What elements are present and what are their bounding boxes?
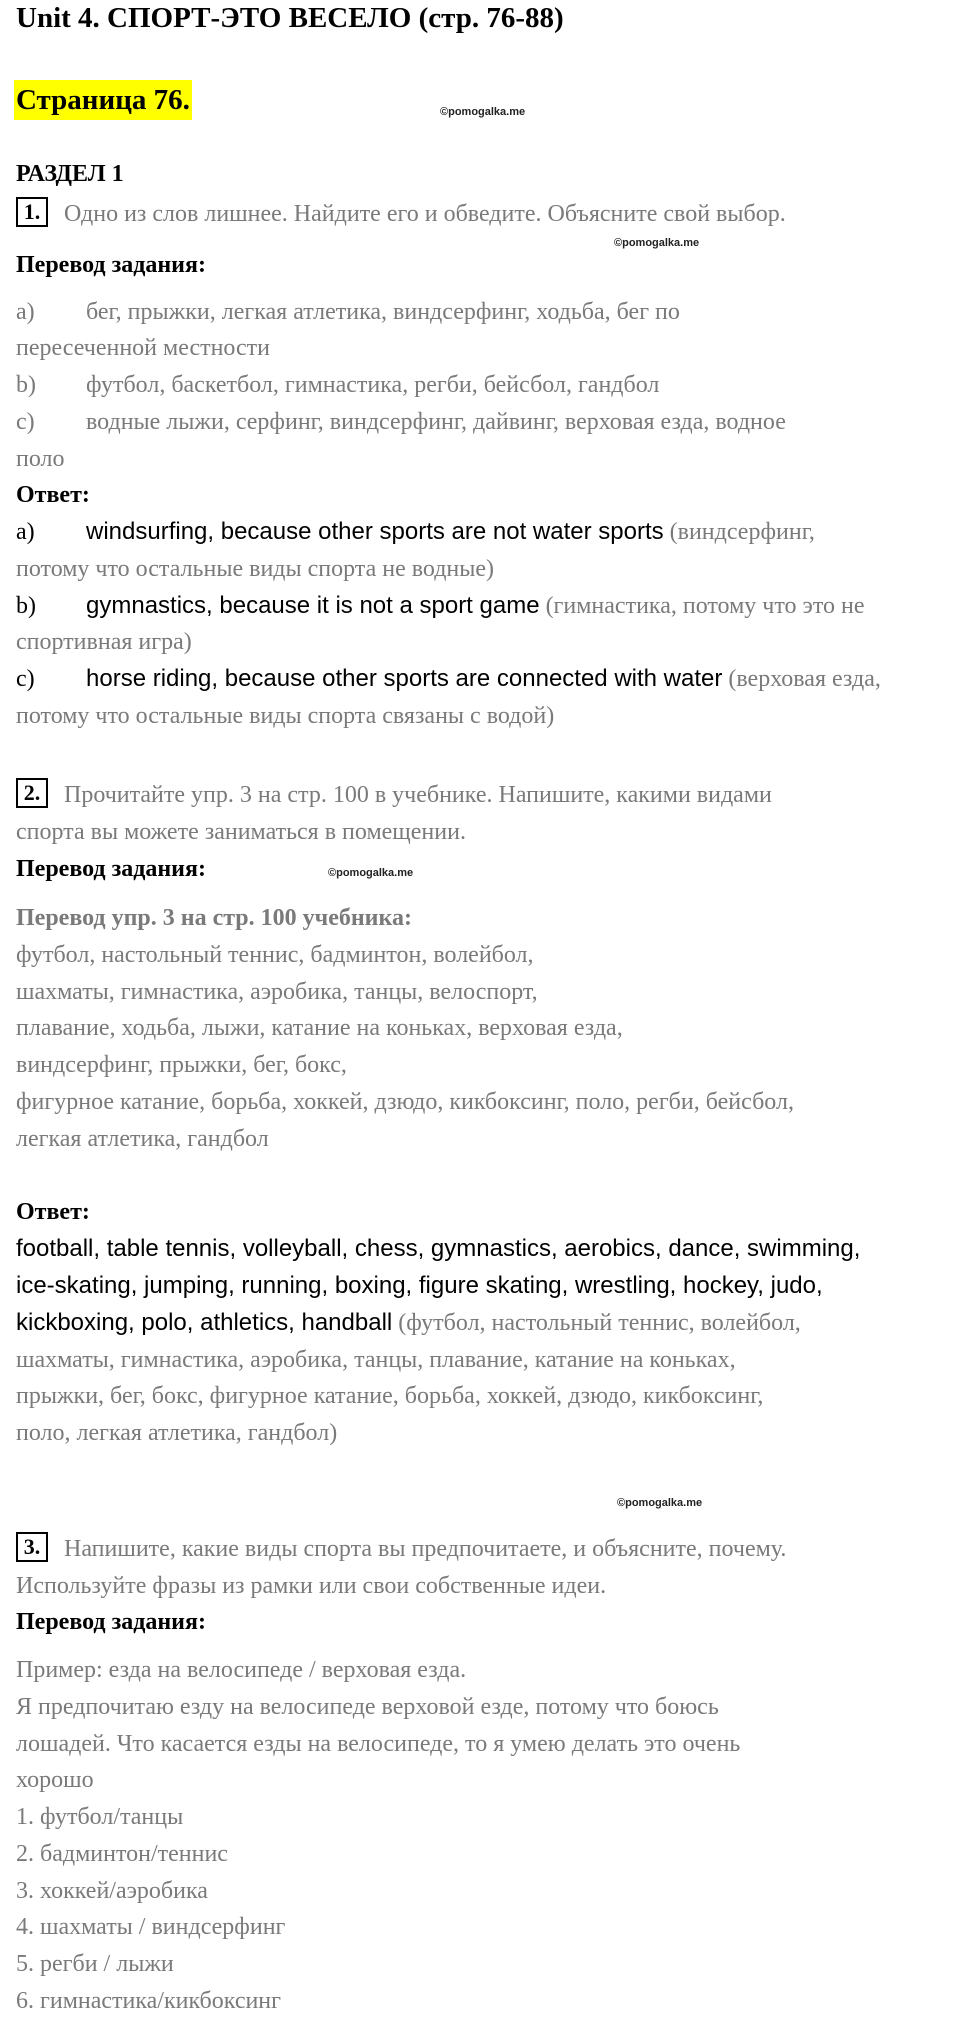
- ex1-answer-b: b) gymnastics, because it is not a sport game (гимнастика, потому что это не: [16, 592, 865, 619]
- ex1-translation-line: b) футбол, баскетбол, гимнастика, регби, бейсбол, гандбол: [16, 372, 660, 398]
- ex2-answer-en: football, table tennis, volleyball, chess, gymnastics, aerobics, dance, swimming,: [16, 1235, 861, 1262]
- watermark: ©pomogalka.me: [617, 1497, 703, 1509]
- exercise-3-text: Напишите, какие виды спорта вы предпочитаете, и объясните, почему.: [64, 1536, 787, 1562]
- exercise-3-number: 3.: [16, 1532, 48, 1562]
- watermark: ©pomogalka.me: [614, 237, 700, 249]
- ex1-answer-b-cont: спортивная игра): [16, 629, 192, 655]
- exercise-1-task: [16, 196, 786, 232]
- ex3-line: лошадей. Что касается езды на велосипеде, то я умею делать это очень: [16, 1731, 741, 1757]
- ex1-translation-line: c) водные лыжи, серфинг, виндсерфинг, дайвинг, верховая езда, водное: [16, 409, 786, 435]
- watermark: ©pomogalka.me: [440, 106, 526, 118]
- ex1-translation-line: a) бег, прыжки, легкая атлетика, виндсерфинг, ходьба, бег по: [16, 299, 680, 325]
- ex1-translation-line: поло: [16, 446, 65, 472]
- ex2-list-line: шахматы, гимнастика, аэробика, танцы, велоспорт,: [16, 979, 538, 1005]
- translation-label: Перевод задания:: [16, 252, 206, 278]
- ex2-list-line: виндсерфинг, прыжки, бег, бокс,: [16, 1052, 347, 1078]
- ex3-line: хорошо: [16, 1767, 94, 1793]
- ex2-answer-ru: шахматы, гимнастика, аэробика, танцы, плавание, катание на коньках,: [16, 1347, 736, 1373]
- ex2-answer-ru: прыжки, бег, бокс, фигурное катание, борьба, хоккей, дзюдо, кикбоксинг,: [16, 1383, 764, 1409]
- ex2-answer-ru: поло, легкая атлетика, гандбол): [16, 1420, 338, 1446]
- exercise-2-task-cont: спорта вы можете заниматься в помещении.: [16, 819, 466, 845]
- ex3-line: 1. футбол/танцы: [16, 1804, 184, 1830]
- ex3-line: 4. шахматы / виндсерфинг: [16, 1914, 286, 1940]
- translation-label: Перевод задания:: [16, 1609, 206, 1635]
- ex1-answer-c-cont: потому что остальные виды спорта связаны с водой): [16, 703, 555, 729]
- ex1-translation-line: пересеченной местности: [16, 335, 271, 361]
- ex2-answer-en: kickboxing, polo, athletics, handball (футбол, настольный теннис, волейбол,: [16, 1309, 801, 1336]
- ex3-line: 3. хоккей/аэробика: [16, 1878, 208, 1904]
- exercise-3-task: [16, 1531, 786, 1567]
- translation-label: Перевод задания:: [16, 856, 206, 882]
- ex1-answer-a-cont: потому что остальные виды спорта не водные): [16, 556, 495, 582]
- watermark: ©pomogalka.me: [328, 867, 414, 879]
- ex3-line: Я предпочитаю езду на велосипеде верховой езде, потому что боюсь: [16, 1694, 719, 1720]
- ex3-line: Пример: езда на велосипеде / верховая езда.: [16, 1657, 467, 1683]
- ex3-line: 2. бадминтон/теннис: [16, 1841, 228, 1867]
- section-heading: РАЗДЕЛ 1: [16, 161, 124, 187]
- exercise-1-text: Одно из слов лишнее. Найдите его и обведите. Объясните свой выбор.: [64, 201, 786, 227]
- exercise-3-task-cont: Используйте фразы из рамки или свои собственные идеи.: [16, 1573, 607, 1599]
- exercise-2-task: [16, 777, 772, 813]
- page-title: Unit 4. СПОРТ-ЭТО ВЕСЕЛО (стр. 76-88): [16, 2, 564, 34]
- exercise-1-number: 1.: [16, 197, 48, 227]
- ex1-answer-a: a) windsurfing, because other sports are not water sports (виндсерфинг,: [16, 518, 815, 545]
- ex2-list-line: футбол, настольный теннис, бадминтон, волейбол,: [16, 942, 534, 968]
- ex3-line: 6. гимнастика/кикбоксинг: [16, 1988, 281, 2014]
- ex2-answer-en: ice-skating, jumping, running, boxing, figure skating, wrestling, hockey, judo,: [16, 1272, 823, 1299]
- ex1-answer-c: c) horse riding, because other sports are connected with water (верховая езда,: [16, 665, 881, 692]
- ex2-list-line: плавание, ходьба, лыжи, катание на коньках, верховая езда,: [16, 1015, 623, 1041]
- page-number-heading: Страница 76.: [14, 80, 192, 120]
- exercise-2-text: Прочитайте упр. 3 на стр. 100 в учебнике. Напишите, какими видами: [64, 782, 772, 808]
- ex2-subheading: Перевод упр. 3 на стр. 100 учебника:: [16, 905, 412, 931]
- exercise-2-number: 2.: [16, 778, 48, 808]
- answer-label: Ответ:: [16, 482, 90, 508]
- ex2-list-line: легкая атлетика, гандбол: [16, 1126, 269, 1152]
- answer-label: Ответ:: [16, 1199, 90, 1225]
- ex3-line: 5. регби / лыжи: [16, 1951, 174, 1977]
- ex2-list-line: фигурное катание, борьба, хоккей, дзюдо, кикбоксинг, поло, регби, бейсбол,: [16, 1089, 794, 1115]
